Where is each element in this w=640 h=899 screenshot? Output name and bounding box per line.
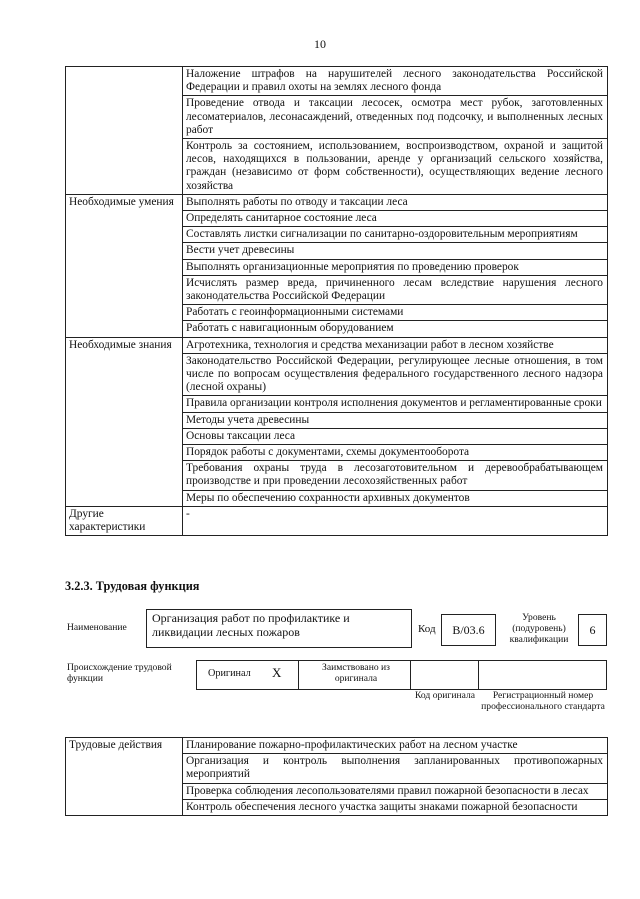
skill-item: Выполнять организационные мероприятия по проведению проверок xyxy=(183,259,608,275)
registration-caption: Регистрационный номер профессионального стандарта xyxy=(481,690,605,712)
knowledge-item: Порядок работы с документами, схемы документооборота xyxy=(183,445,608,461)
action-item: Проверка соблюдения лесопользователями правил пожарной безопасности в лесах xyxy=(183,783,608,799)
table-row xyxy=(66,506,608,535)
original-label: Оригинал xyxy=(208,668,251,679)
duty-item: Наложение штрафов на нарушителей лесного законодательства Российской Федерации и правил охоты на землях лесного фонда xyxy=(183,67,608,96)
knowledge-item: Методы учета древесины xyxy=(183,412,608,428)
actions-label: Трудовые действия xyxy=(66,738,183,816)
table-row xyxy=(66,67,608,96)
original-mark: X xyxy=(272,665,282,680)
knowledge-item: Правила организации контроля исполнения документов и регламентированные сроки xyxy=(183,396,608,412)
name-label: Наименование xyxy=(67,622,127,633)
function-name-box: Организация работ по профилактике и ликвидации лесных пожаров xyxy=(146,609,412,648)
duty-item: Проведение отвода и таксации лесосек, осмотра мест рубок, заготовленных лесоматериалов, лесонасаждений, отведенных под подсочку, и выполненных лесных работ xyxy=(183,96,608,139)
knowledge-item: Меры по обеспечению сохранности архивных документов xyxy=(183,490,608,506)
table-row xyxy=(66,194,608,210)
origin-divider xyxy=(410,660,411,690)
skill-item: Работать с геоинформационными системами xyxy=(183,305,608,321)
action-item: Контроль обеспечения лесного участка защиты знаками пожарной безопасности xyxy=(183,799,608,815)
duty-item: Контроль за состоянием, использованием, воспроизводством, охраной и защитой лесов, находящихся в пользовании, аренде у организаций сельского хозяйства, граждан (независимо от форм собственности), осуществляющих ведение лесного хозяйства xyxy=(183,139,608,195)
skill-item: Составлять листки сигнализации по санитарно-оздоровительным мероприятиям xyxy=(183,227,608,243)
borrowed-label: Заимствовано из оригинала xyxy=(322,662,390,684)
skill-item: Определять санитарное состояние леса xyxy=(183,211,608,227)
labor-actions-table xyxy=(65,737,608,816)
code-caption: Код оригинала xyxy=(414,690,476,701)
skill-item: Исчислять размер вреда, причиненного лесам вследствие нарушения лесного законодательства Российской Федерации xyxy=(183,275,608,304)
origin-divider xyxy=(298,660,299,690)
table-row xyxy=(66,738,608,754)
section-heading: 3.2.3. Трудовая функция xyxy=(65,579,200,593)
knowledge-item: Требования охраны труда в лесозаготовительном и деревообрабатывающем производстве и при проведении лесохозяйственных работ xyxy=(183,461,608,490)
action-item: Организация и контроль выполнения запланированных противопожарных мероприятий xyxy=(183,754,608,783)
competency-table xyxy=(65,66,608,536)
other-value: - xyxy=(183,506,608,535)
knowledge-label: Необходимые знания xyxy=(66,337,183,506)
empty-label-cell xyxy=(66,67,183,195)
function-code-box: В/03.6 xyxy=(441,614,496,646)
action-item: Планирование пожарно-профилактических работ на лесном участке xyxy=(183,738,608,754)
skill-item: Работать с навигационным оборудованием xyxy=(183,321,608,337)
page-number: 10 xyxy=(314,37,326,51)
skills-label: Необходимые умения xyxy=(66,194,183,337)
code-label: Код xyxy=(418,623,436,635)
table-row xyxy=(66,337,608,353)
other-label: Другие характеристики xyxy=(66,506,183,535)
skill-item: Выполнять работы по отводу и таксации леса xyxy=(183,194,608,210)
origin-divider xyxy=(478,660,479,690)
origin-label: Происхождение трудовой функции xyxy=(67,662,172,684)
knowledge-item: Основы таксации леса xyxy=(183,428,608,444)
level-label: Уровень (подуровень) квалификации xyxy=(509,612,569,645)
skill-item: Вести учет древесины xyxy=(183,243,608,259)
qualification-level-box: 6 xyxy=(578,614,607,646)
knowledge-item: Агротехника, технология и средства механизации работ в лесном хозяйстве xyxy=(183,337,608,353)
knowledge-item: Законодательство Российской Федерации, регулирующее лесные отношения, в том числе по вопросам осуществления федерального государственного лесного надзора (лесной охраны) xyxy=(183,353,608,396)
